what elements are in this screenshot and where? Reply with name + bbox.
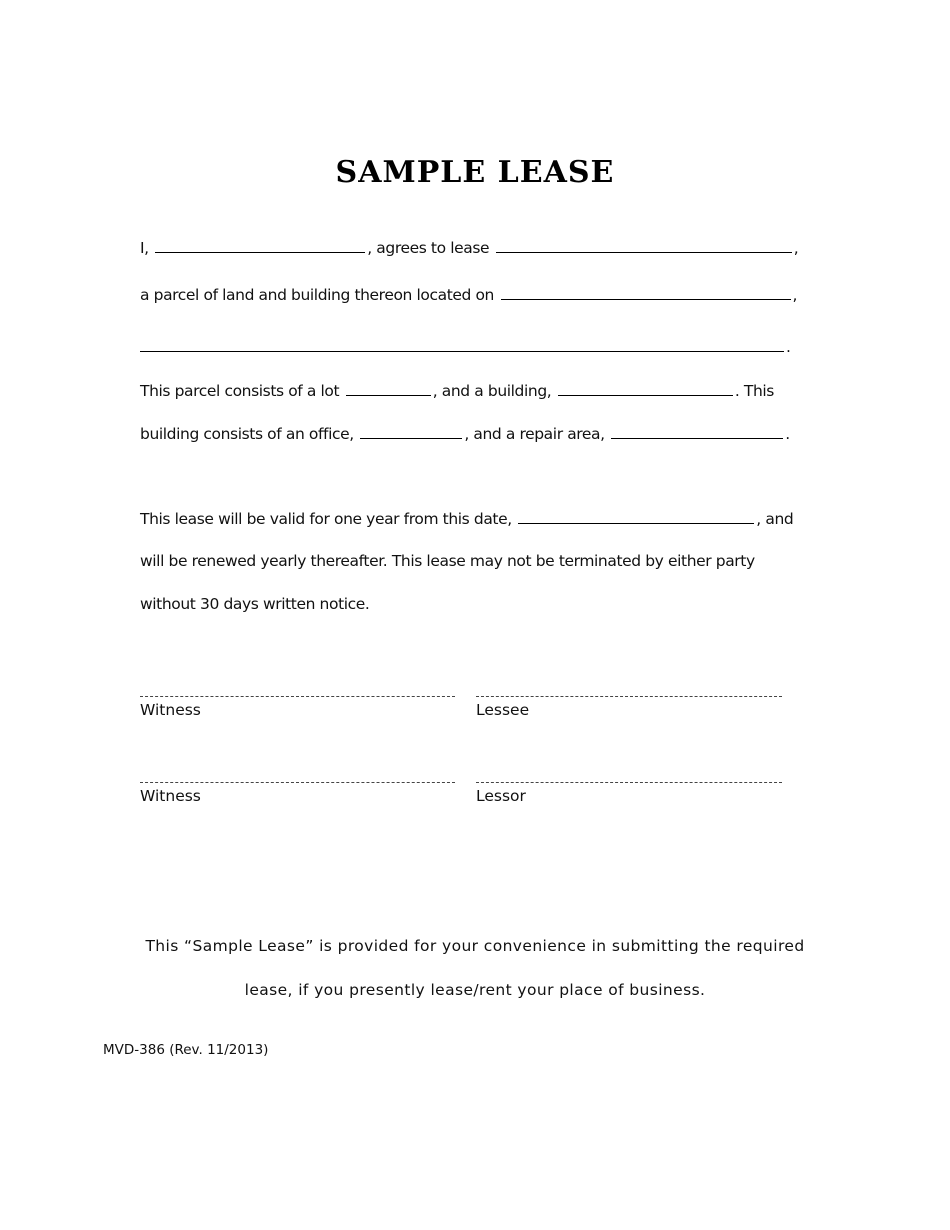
lease-line-4	[140, 381, 774, 400]
lease-line-1	[140, 238, 798, 257]
signature-line[interactable]	[140, 772, 455, 783]
signature-label: Witness	[140, 701, 201, 719]
text-valid-date: This lease will be valid for one year from this date,	[140, 510, 512, 528]
witness-signature-1[interactable]	[140, 686, 455, 719]
text-and: , and	[756, 510, 794, 528]
period: .	[785, 425, 790, 443]
text-office: building consists of an office,	[140, 425, 354, 443]
validity-line-3: without 30 days written notice.	[140, 595, 370, 613]
lessor-signature[interactable]	[476, 772, 782, 805]
building-size-field[interactable]	[558, 381, 733, 396]
signature-line[interactable]	[140, 686, 455, 697]
signature-label: Lessor	[476, 787, 526, 805]
text-i: I,	[140, 239, 149, 257]
comma: ,	[793, 239, 799, 257]
signature-label: Lessee	[476, 701, 530, 719]
witness-signature-2[interactable]	[140, 772, 455, 805]
validity-line-1	[140, 509, 793, 528]
lot-size-field[interactable]	[346, 381, 431, 396]
page-title: SAMPLE LEASE	[335, 155, 615, 190]
note-line-2: lease, if you presently lease/rent your place of business.	[244, 981, 706, 999]
lease-line-2	[140, 285, 797, 304]
lease-line-5	[140, 424, 790, 443]
text-this: . This	[734, 382, 774, 400]
signature-line[interactable]	[476, 772, 782, 783]
text-repair-area: , and a repair area,	[464, 425, 605, 443]
text-agrees-to-lease: , agrees to lease	[367, 239, 490, 257]
lessee-name-field[interactable]	[155, 238, 365, 253]
text-parcel-located: a parcel of land and building thereon located on	[140, 286, 494, 304]
date-field[interactable]	[518, 509, 754, 524]
lease-line-3	[140, 337, 791, 356]
office-size-field[interactable]	[360, 424, 462, 439]
period: .	[786, 338, 791, 356]
location-field-1[interactable]	[501, 285, 791, 300]
form-number: MVD-386 (Rev. 11/2013)	[103, 1042, 269, 1058]
signature-line[interactable]	[476, 686, 782, 697]
comma: ,	[792, 286, 798, 304]
lessee-signature[interactable]	[476, 686, 782, 719]
text-building: , and a building,	[432, 382, 552, 400]
note-line-1: This “Sample Lease” is provided for your convenience in submitting the required	[145, 937, 805, 955]
repair-area-field[interactable]	[611, 424, 783, 439]
lessor-name-field[interactable]	[496, 238, 792, 253]
text-lot: This parcel consists of a lot	[140, 382, 340, 400]
signature-label: Witness	[140, 787, 201, 805]
validity-line-2: will be renewed yearly thereafter. This lease may not be terminated by either party	[140, 552, 755, 570]
location-field-2[interactable]	[140, 337, 784, 352]
